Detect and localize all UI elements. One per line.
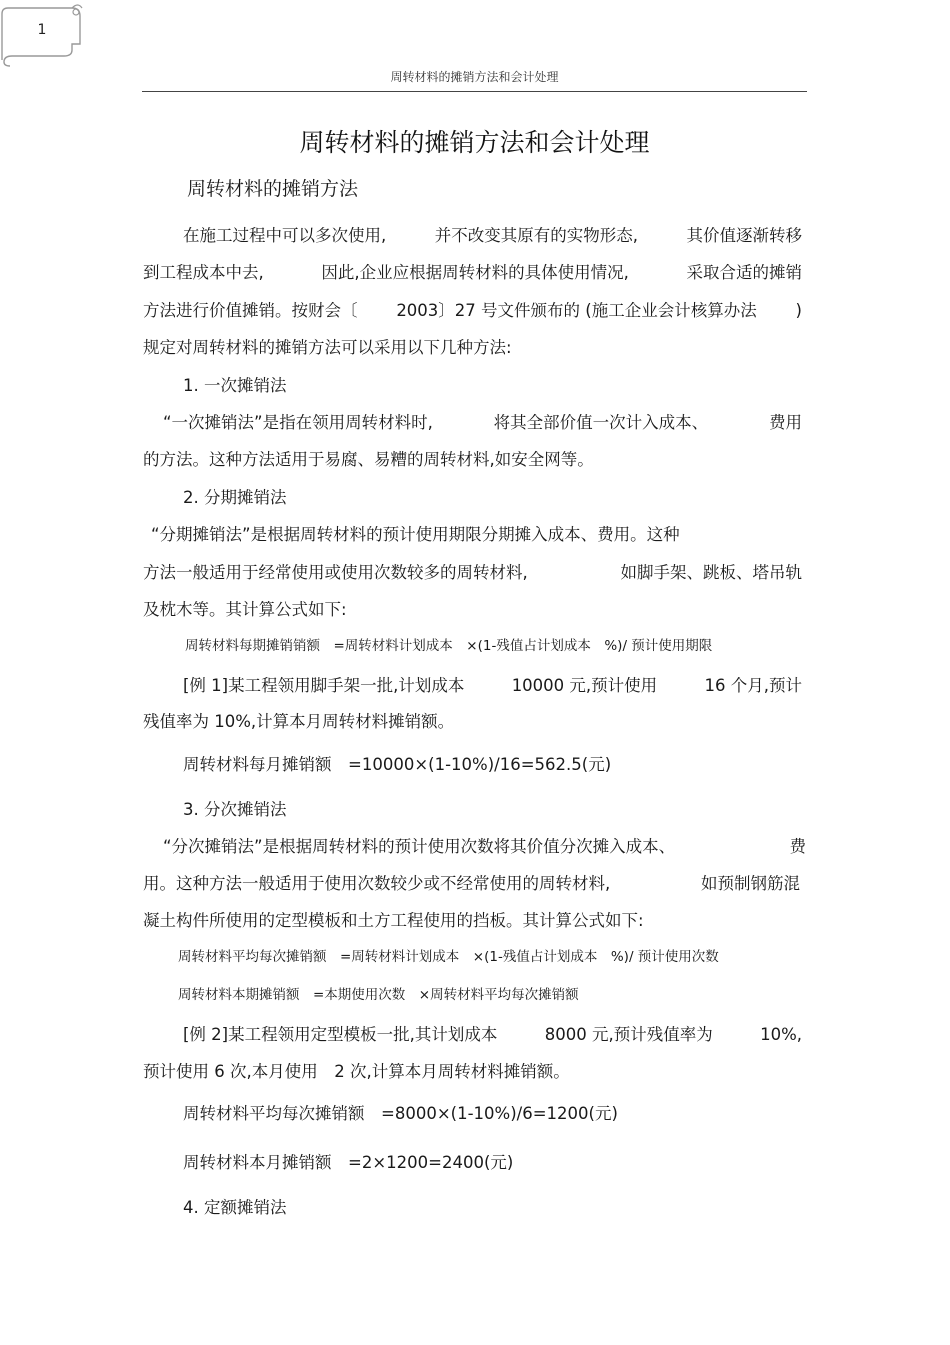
text-segment: 10%, bbox=[760, 1025, 802, 1044]
paragraph-line bbox=[163, 415, 802, 432]
method-4-heading: 4. 定额摊销法 bbox=[183, 1198, 287, 1217]
header-divider bbox=[142, 91, 807, 92]
paragraph-line bbox=[143, 340, 512, 357]
text-segment: 将其全部价值一次计入成本、 bbox=[493, 413, 709, 432]
text-segment: [例 1]某工程领用脚手架一批,计划成本 bbox=[183, 676, 465, 695]
paragraph-line bbox=[143, 303, 802, 320]
method-3-heading: 3. 分次摊销法 bbox=[183, 800, 287, 819]
text-segment: 2003〕27 号文件颁布的 (施工企业会计核算办法 bbox=[396, 301, 757, 320]
section-heading: 周转材料的摊销方法 bbox=[187, 178, 359, 200]
running-header: 周转材料的摊销方法和会计处理 bbox=[390, 70, 559, 84]
paragraph-line bbox=[183, 228, 802, 245]
paragraph-line bbox=[143, 913, 644, 930]
text-segment: 规定对周转材料的摊销方法可以采用以下几种方法: bbox=[143, 338, 512, 357]
text-segment: 预计使用 6 次,本月使用 2 次,计算本月周转材料摊销额。 bbox=[143, 1062, 570, 1081]
paragraph-line bbox=[143, 602, 347, 619]
text-segment: 残值率为 10%,计算本月周转材料摊销额。 bbox=[143, 712, 455, 731]
text-segment: 其价值逐渐转移 bbox=[686, 226, 802, 245]
text-segment: 方法一般适用于经常使用或使用次数较多的周转材料, bbox=[143, 563, 528, 582]
text-segment: “分次摊销法”是根据周转材料的预计使用次数将其价值分次摊入成本、 bbox=[163, 837, 676, 856]
method-2-heading: 2. 分期摊销法 bbox=[183, 488, 287, 507]
paragraph-line bbox=[183, 1027, 802, 1044]
text-segment: 8000 元,预计残值率为 bbox=[544, 1025, 713, 1044]
formula: 周转材料平均每次摊销额 =周转材料计划成本 ×(1-残值占计划成本 %)/ 预计使用次数 bbox=[178, 949, 719, 965]
page-number: 1 bbox=[37, 22, 47, 38]
text-segment: “一次摊销法”是指在领用周转材料时, bbox=[163, 413, 433, 432]
text-segment: 用。这种方法一般适用于使用次数较少或不经常使用的周转材料, bbox=[143, 874, 611, 893]
text-segment: 如脚手架、跳板、塔吊轨 bbox=[620, 563, 802, 582]
method-1-heading: 1. 一次摊销法 bbox=[183, 376, 287, 395]
text-segment: “分期摊销法”是根据周转材料的预计使用期限分期摊入成本、费用。这种 bbox=[151, 525, 680, 544]
paragraph-line bbox=[143, 876, 800, 893]
formula: 周转材料本期摊销额 =本期使用次数 ×周转材料平均每次摊销额 bbox=[178, 987, 579, 1003]
text-segment: 在施工过程中可以多次使用, bbox=[183, 226, 387, 245]
text-segment: 费 bbox=[789, 837, 806, 856]
text-segment: 的方法。这种方法适用于易腐、易糟的周转材料,如安全网等。 bbox=[143, 450, 594, 469]
text-segment: 16 个月,预计 bbox=[704, 676, 802, 695]
calculation-result: 周转材料本月摊销额 =2×1200=2400(元) bbox=[183, 1153, 514, 1172]
text-segment: 到工程成本中去, bbox=[143, 263, 264, 282]
paragraph-line bbox=[143, 714, 454, 731]
paragraph-line bbox=[183, 678, 802, 695]
text-segment: 采取合适的摊销 bbox=[686, 263, 802, 282]
paragraph-line bbox=[163, 839, 806, 856]
document-title: 周转材料的摊销方法和会计处理 bbox=[299, 128, 650, 157]
formula: 周转材料每期摊销销额 =周转材料计划成本 ×(1-残值占计划成本 %)/ 预计使用期限 bbox=[185, 638, 713, 654]
text-segment: ) bbox=[795, 301, 802, 320]
text-segment: 及枕木等。其计算公式如下: bbox=[143, 600, 347, 619]
calculation-result: 周转材料平均每次摊销额 =8000×(1-10%)/6=1200(元) bbox=[183, 1104, 618, 1123]
paragraph-line bbox=[143, 452, 594, 469]
page-number-badge bbox=[0, 0, 84, 68]
text-segment: 费用 bbox=[769, 413, 802, 432]
text-segment: 并不改变其原有的实物形态, bbox=[434, 226, 638, 245]
text-segment: [例 2]某工程领用定型模板一批,其计划成本 bbox=[183, 1025, 498, 1044]
text-segment: 10000 元,预计使用 bbox=[511, 676, 658, 695]
text-segment: 因此,企业应根据周转材料的具体使用情况, bbox=[321, 263, 629, 282]
text-segment: 如预制钢筋混 bbox=[701, 874, 800, 893]
paragraph-line bbox=[143, 265, 802, 282]
paragraph-line bbox=[151, 527, 680, 544]
text-segment: 凝土构件所使用的定型模板和土方工程使用的挡板。其计算公式如下: bbox=[143, 911, 644, 930]
paragraph-line bbox=[143, 1064, 570, 1081]
calculation-result: 周转材料每月摊销额 =10000×(1-10%)/16=562.5(元) bbox=[183, 755, 612, 774]
text-segment: 方法进行价值摊销。按财会〔 bbox=[143, 301, 358, 320]
paragraph-line bbox=[143, 565, 802, 582]
